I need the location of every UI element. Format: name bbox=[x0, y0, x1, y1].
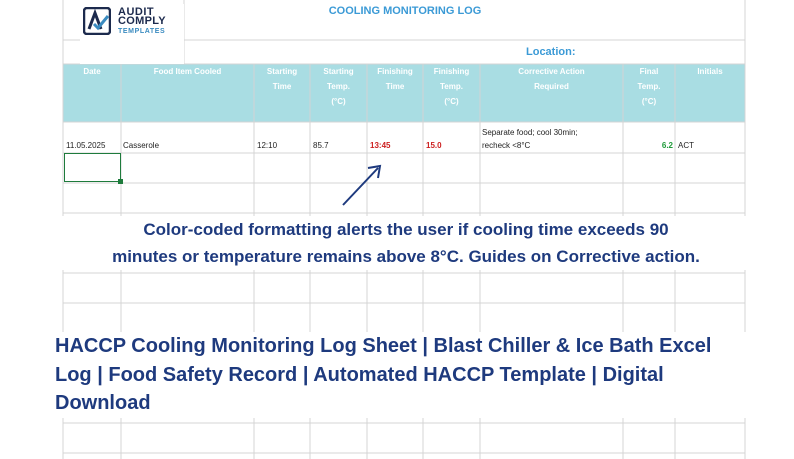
selected-cell[interactable] bbox=[64, 153, 121, 182]
cell-starting-time[interactable]: 12:10 bbox=[257, 141, 278, 150]
header-corrective-action[interactable] bbox=[480, 64, 623, 122]
header-line: Temp. bbox=[637, 82, 661, 91]
header-date[interactable] bbox=[63, 64, 121, 122]
listing-line-1: HACCP Cooling Monitoring Log Sheet | Blast Chiller & Ice Bath Excel bbox=[55, 335, 712, 357]
cell-final-temp[interactable]: 6.2 bbox=[661, 141, 673, 150]
feature-callout bbox=[56, 216, 756, 270]
header-food-line: Food Item Cooled bbox=[153, 67, 222, 76]
header-line: Finishing bbox=[377, 67, 413, 76]
header-line: Starting bbox=[323, 67, 354, 76]
header-line: (°C) bbox=[331, 97, 346, 106]
callout-line-2: minutes or temperature remains above 8°C. Guides on Corrective action. bbox=[112, 247, 700, 266]
header-line: Initials bbox=[697, 67, 723, 76]
location-label[interactable]: Location: bbox=[526, 46, 576, 58]
header-line: Final bbox=[639, 67, 659, 76]
cell-finishing-time-alert[interactable]: 13:45 bbox=[370, 141, 391, 150]
header-line: Temp. bbox=[440, 82, 463, 91]
sheet-title: COOLING MONITORING LOG bbox=[328, 5, 482, 17]
cell-finishing-temp-alert[interactable]: 15.0 bbox=[426, 141, 442, 150]
product-listing-title bbox=[55, 332, 755, 418]
listing-line-3: Download bbox=[55, 392, 151, 414]
listing-line-2: Log | Food Safety Record | Automated HACCP Template | Digital bbox=[55, 363, 664, 386]
header-food-item[interactable] bbox=[121, 64, 254, 122]
action-line-2: recheck <8°C bbox=[482, 141, 531, 150]
header-starting-temp[interactable] bbox=[310, 64, 367, 122]
header-line: Starting bbox=[266, 67, 298, 76]
logo-line-1: AUDIT bbox=[118, 6, 155, 18]
cell-corrective-action[interactable] bbox=[482, 126, 578, 152]
header-line: Finishing bbox=[433, 67, 470, 76]
cell-food-item[interactable]: Casserole bbox=[123, 141, 160, 150]
header-line: Time bbox=[385, 82, 405, 91]
action-line-1: Separate food; cool 30min; bbox=[482, 128, 578, 137]
callout-line-1: Color-coded formatting alerts the user if cooling time exceeds 90 bbox=[143, 220, 669, 239]
cell-date[interactable]: 11.05.2025 bbox=[66, 141, 106, 150]
cell-starting-temp[interactable]: 85.7 bbox=[313, 141, 329, 150]
header-line: (°C) bbox=[641, 97, 657, 106]
header-line: Corrective Action bbox=[518, 67, 585, 76]
header-starting-time[interactable] bbox=[254, 64, 310, 122]
header-line: Time bbox=[272, 82, 292, 91]
header-finishing-time[interactable] bbox=[367, 64, 423, 122]
logo-line-2: COMPLY bbox=[118, 15, 166, 27]
audit-comply-logo bbox=[80, 4, 184, 64]
arrow-icon bbox=[343, 166, 380, 205]
header-final-temp[interactable] bbox=[623, 64, 675, 122]
logo-wordmark bbox=[118, 8, 166, 36]
header-line: Required bbox=[534, 82, 569, 91]
checkmark-a-logo-icon bbox=[83, 7, 111, 35]
header-initials[interactable] bbox=[675, 64, 745, 122]
header-finishing-temp[interactable] bbox=[423, 64, 480, 122]
cell-initials[interactable]: ACT bbox=[678, 141, 694, 150]
header-date-line: Date bbox=[83, 67, 101, 76]
logo-line-3: TEMPLATES bbox=[118, 28, 166, 35]
header-line: Temp. bbox=[327, 82, 350, 91]
header-line: (°C) bbox=[444, 97, 459, 106]
fill-handle[interactable] bbox=[118, 179, 123, 184]
